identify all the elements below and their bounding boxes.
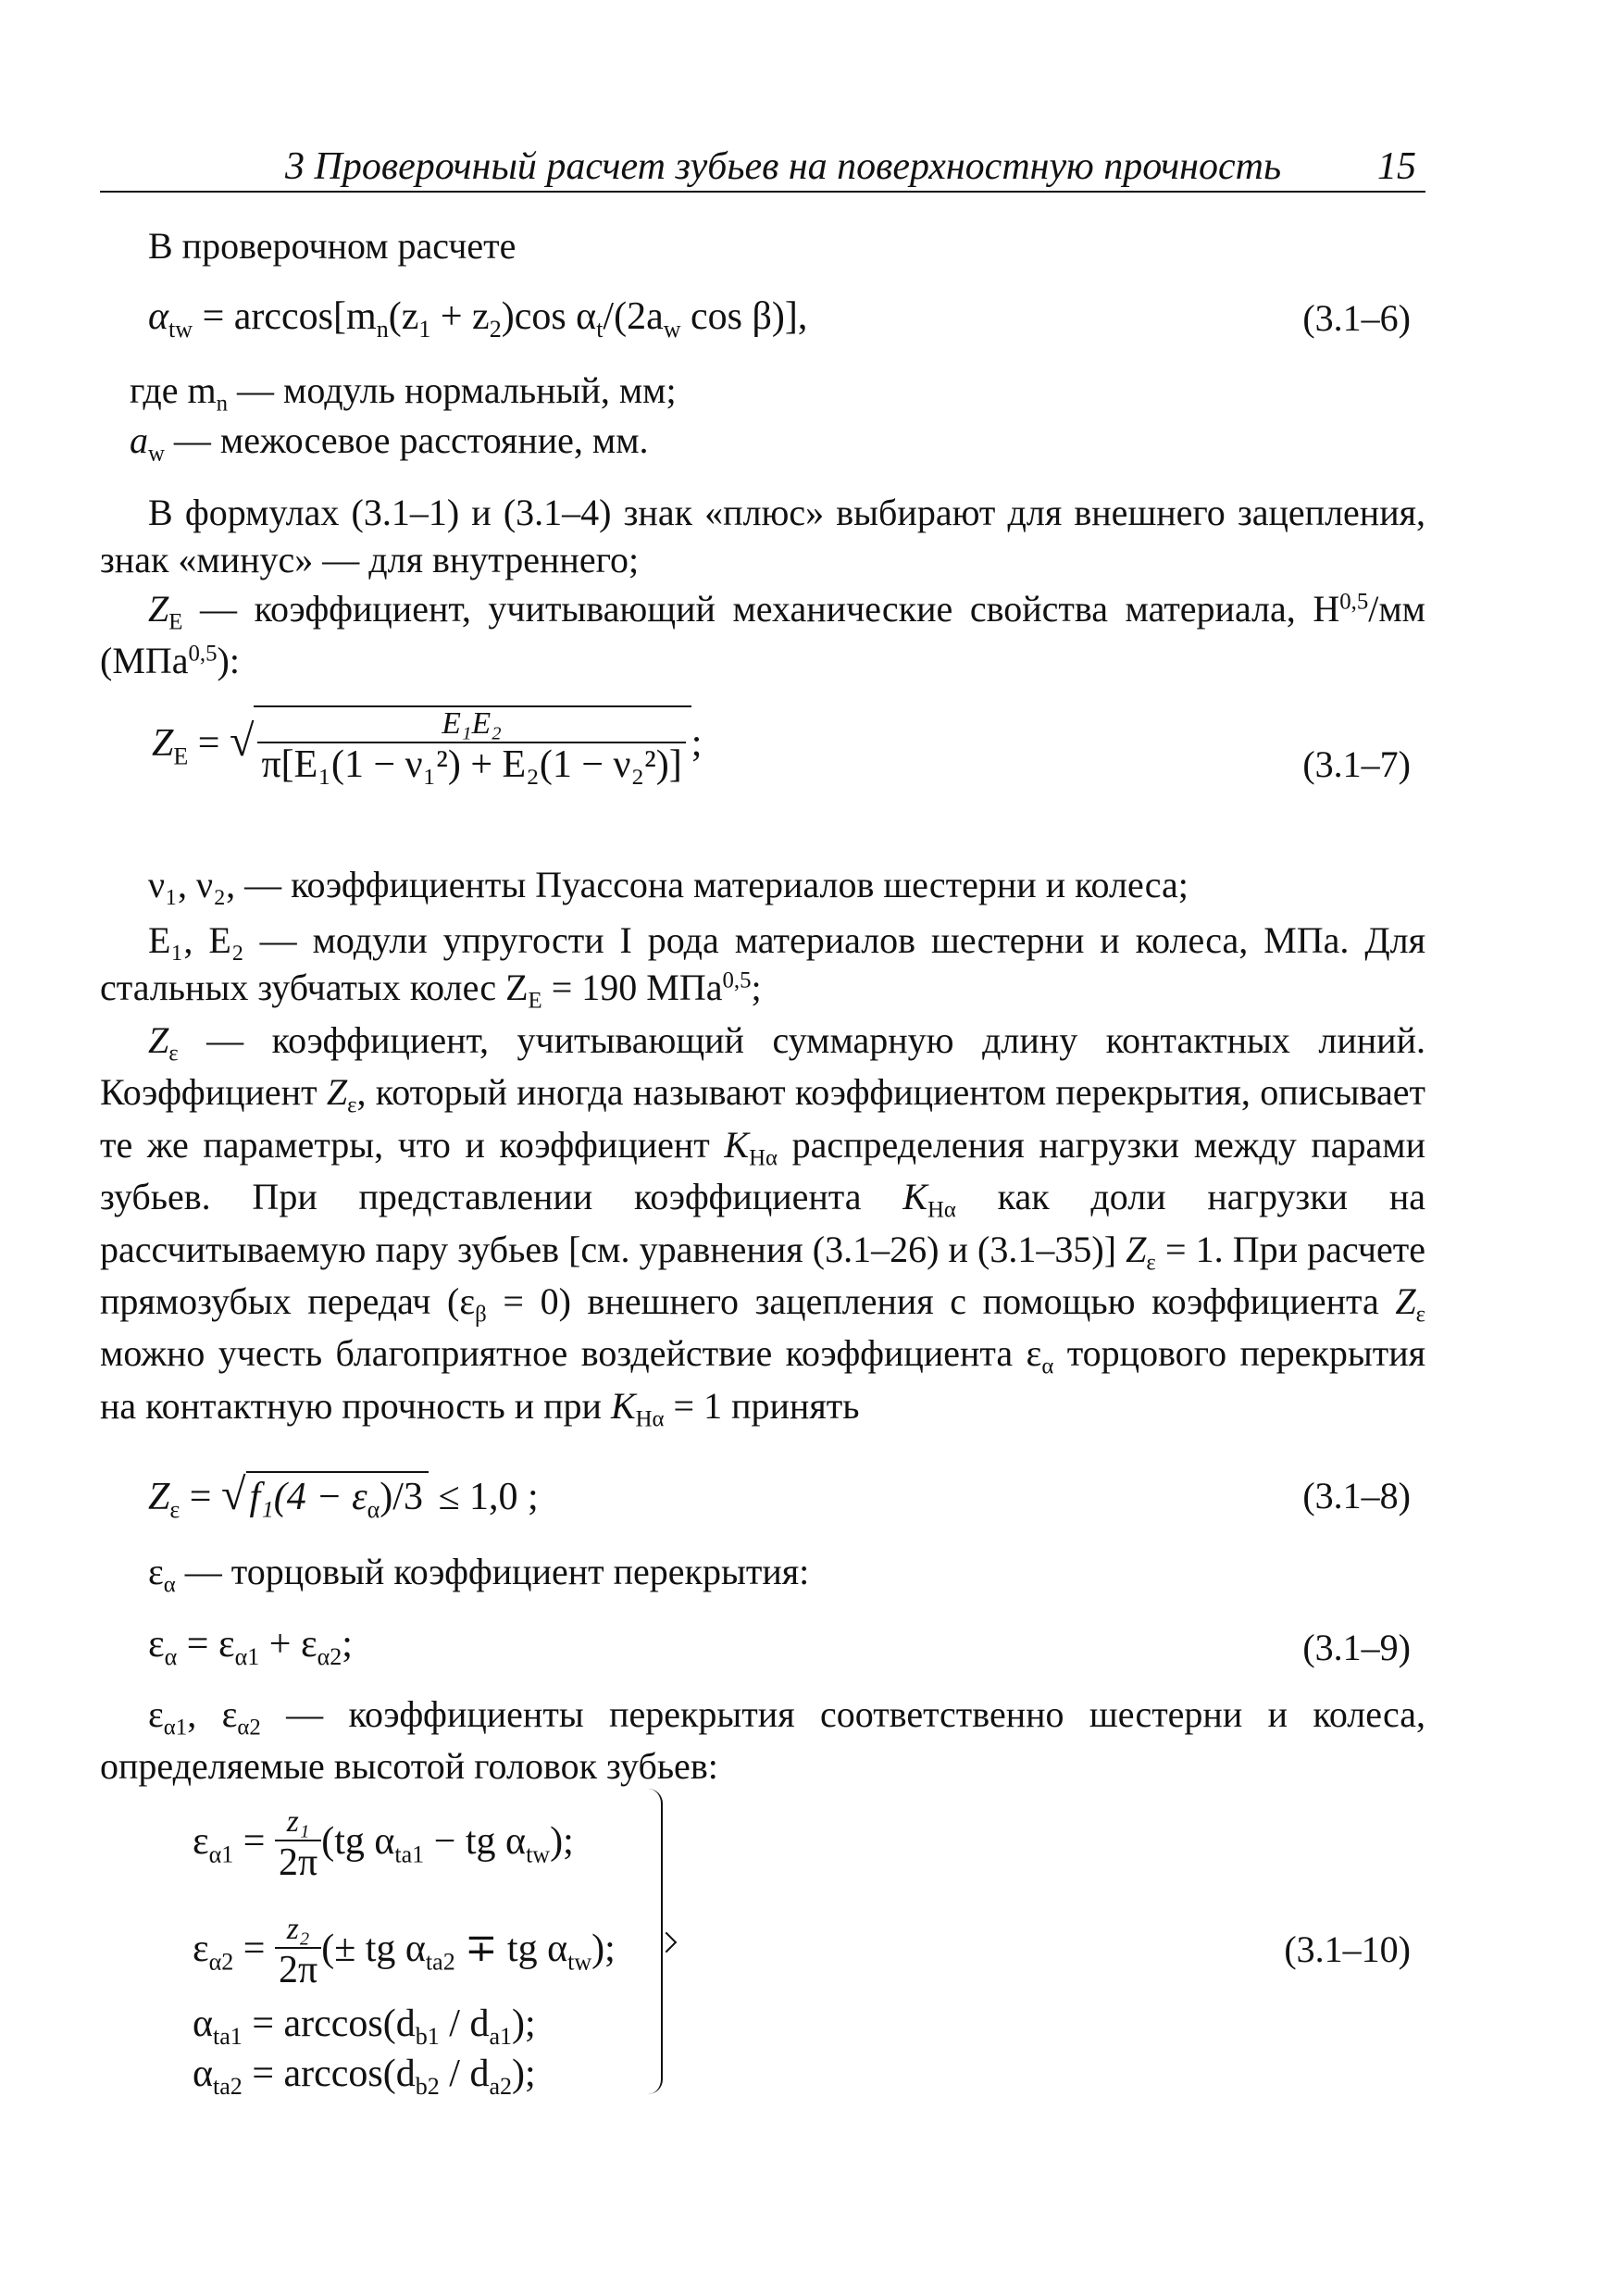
running-header: [100, 139, 1425, 193]
paragraph-poisson: ν₁, ν₂, — коэффициенты Пуассона материалов шестерни и колеса;: [148, 864, 1189, 905]
radicand: $\frac{\text{E₁E₂}}{\text{π[E₁(1 − ν₁²) + E₂(1 − ν₂²)]}}$: [254, 705, 691, 786]
equation-number-3-1-6: (3.1–6): [1302, 297, 1411, 339]
where-mn: где $m_n$ — модуль нормальный, мм;: [130, 369, 677, 417]
equation-3-1-10-line-4: $\alpha_{ta2} = \arccos(d_{b2} / d_{a2})$;: [193, 2053, 536, 2101]
equation-3-1-10-line-2: $\varepsilon_{\alpha 2}$ = $\frac{\text{z₂}}{2\pi}$ (± tg $\alpha_{ta2}$ ∓ tg $\alpha_{tw}$);: [193, 1912, 616, 1991]
paragraph-ze: $Z_E$ — коэффициент, учитывающий механические свойства материала, Н$^{0,5}$/мм (МПа$^{0,5}$):: [100, 588, 1425, 682]
radical-sign: √: [229, 717, 255, 767]
equation-3-1-7: $Z_E$ = √ $\frac{\text{E₁E₂}}{\text{π[E₁(1 − ν₁²) + E₂(1 − ν₂²)]}}$ ;: [152, 706, 703, 786]
equation-3-1-10-line-3: $\alpha_{ta1} = \arccos(d_{b1} / d_{a1})$;: [193, 2003, 536, 2051]
equation-3-1-10-line-1: $\varepsilon_{\alpha 1}$ = $\frac{\text{z₁}}{2\pi}$ (tg $\alpha_{ta1}$ − tg $\alpha_{tw}$);: [193, 1804, 574, 1884]
header-title: 3 Проверочный расчет зубьев на поверхностную прочность: [285, 145, 1282, 188]
paragraph-epsilon-alpha-12: $\varepsilon_{\alpha 1}$, $\varepsilon_{\alpha 2}$ — коэффициенты перекрытия соответственно шестерни и колеса, определяемые высотой головок зубьев:: [100, 1693, 1426, 1788]
equation-number-3-1-10: (3.1–10): [1284, 1928, 1411, 1970]
equation-number-3-1-7: (3.1–7): [1302, 743, 1411, 785]
paragraph-sign-rule: В формулах (3.1–1) и (3.1–4) знак «плюс» выбирают для внешнего зацепления, знак «минус» — для внутреннего;: [100, 492, 1425, 581]
equation-3-1-9: $\varepsilon_\alpha = \varepsilon_{\alpha 1} + \varepsilon_{\alpha 2}$;: [148, 1623, 353, 1671]
page-number: 15: [1377, 145, 1416, 188]
intro-line: В проверочном расчете: [148, 225, 517, 267]
equation-number-3-1-8: (3.1–8): [1302, 1475, 1411, 1516]
where-aw: $a_w$ — межосевое расстояние, мм.: [130, 419, 649, 467]
equation-3-1-8: $Z_\varepsilon = √f_1(4 - \varepsilon_\alpha)/3 \le 1,0$ ;: [148, 1466, 539, 1525]
paragraph-young-modulus: E₁, E₂ — модули упругости I рода материалов шестерни и колеса, МПа. Для стальных зубчатых колес $Z_E = 190$ МПа$^{0,5}$;: [100, 919, 1425, 1014]
equation-number-3-1-9: (3.1–9): [1302, 1627, 1411, 1668]
equation-3-1-6: $\alpha_{tw} = \arccos[m_n(z_1 + z_2)\cos$ $\alpha_t/(2a_w$ cos β)],: [148, 295, 808, 343]
radical-sign: √: [220, 1470, 246, 1519]
radicand: $f_1(4 - \varepsilon_\alpha)/3$: [246, 1471, 429, 1525]
paragraph-epsilon-alpha: $\varepsilon_\alpha$ — торцовый коэффициент перекрытия:: [148, 1551, 810, 1598]
paragraph-z-epsilon: $Z_\varepsilon$ — коэффициент, учитывающий суммарную длину контактных линий. Коэффициент $Z_\varepsilon$, который иногда называют коэффициентом перекрытия, описывает те же параметры, что и коэффициент $K_{H\alpha}$ распределения нагрузки между парами зубьев. При представлении коэффициента $K_{H\alpha}$ как доли нагрузки на рассчитываемую пару зубьев [см. уравнения (3.1–26) и (3.1–35)] $Z_\varepsilon = 1$. При расчете прямозубых передач $(\varepsilon_\beta = 0)$ внешнего зацепления с помощью коэффициента $Z_\varepsilon$ можно учесть благоприятное воздействие коэффициента $\varepsilon_\alpha$ торцового перекрытия на контактную прочность и при $K_{H\alpha} = 1$ принять: [100, 1019, 1426, 1432]
